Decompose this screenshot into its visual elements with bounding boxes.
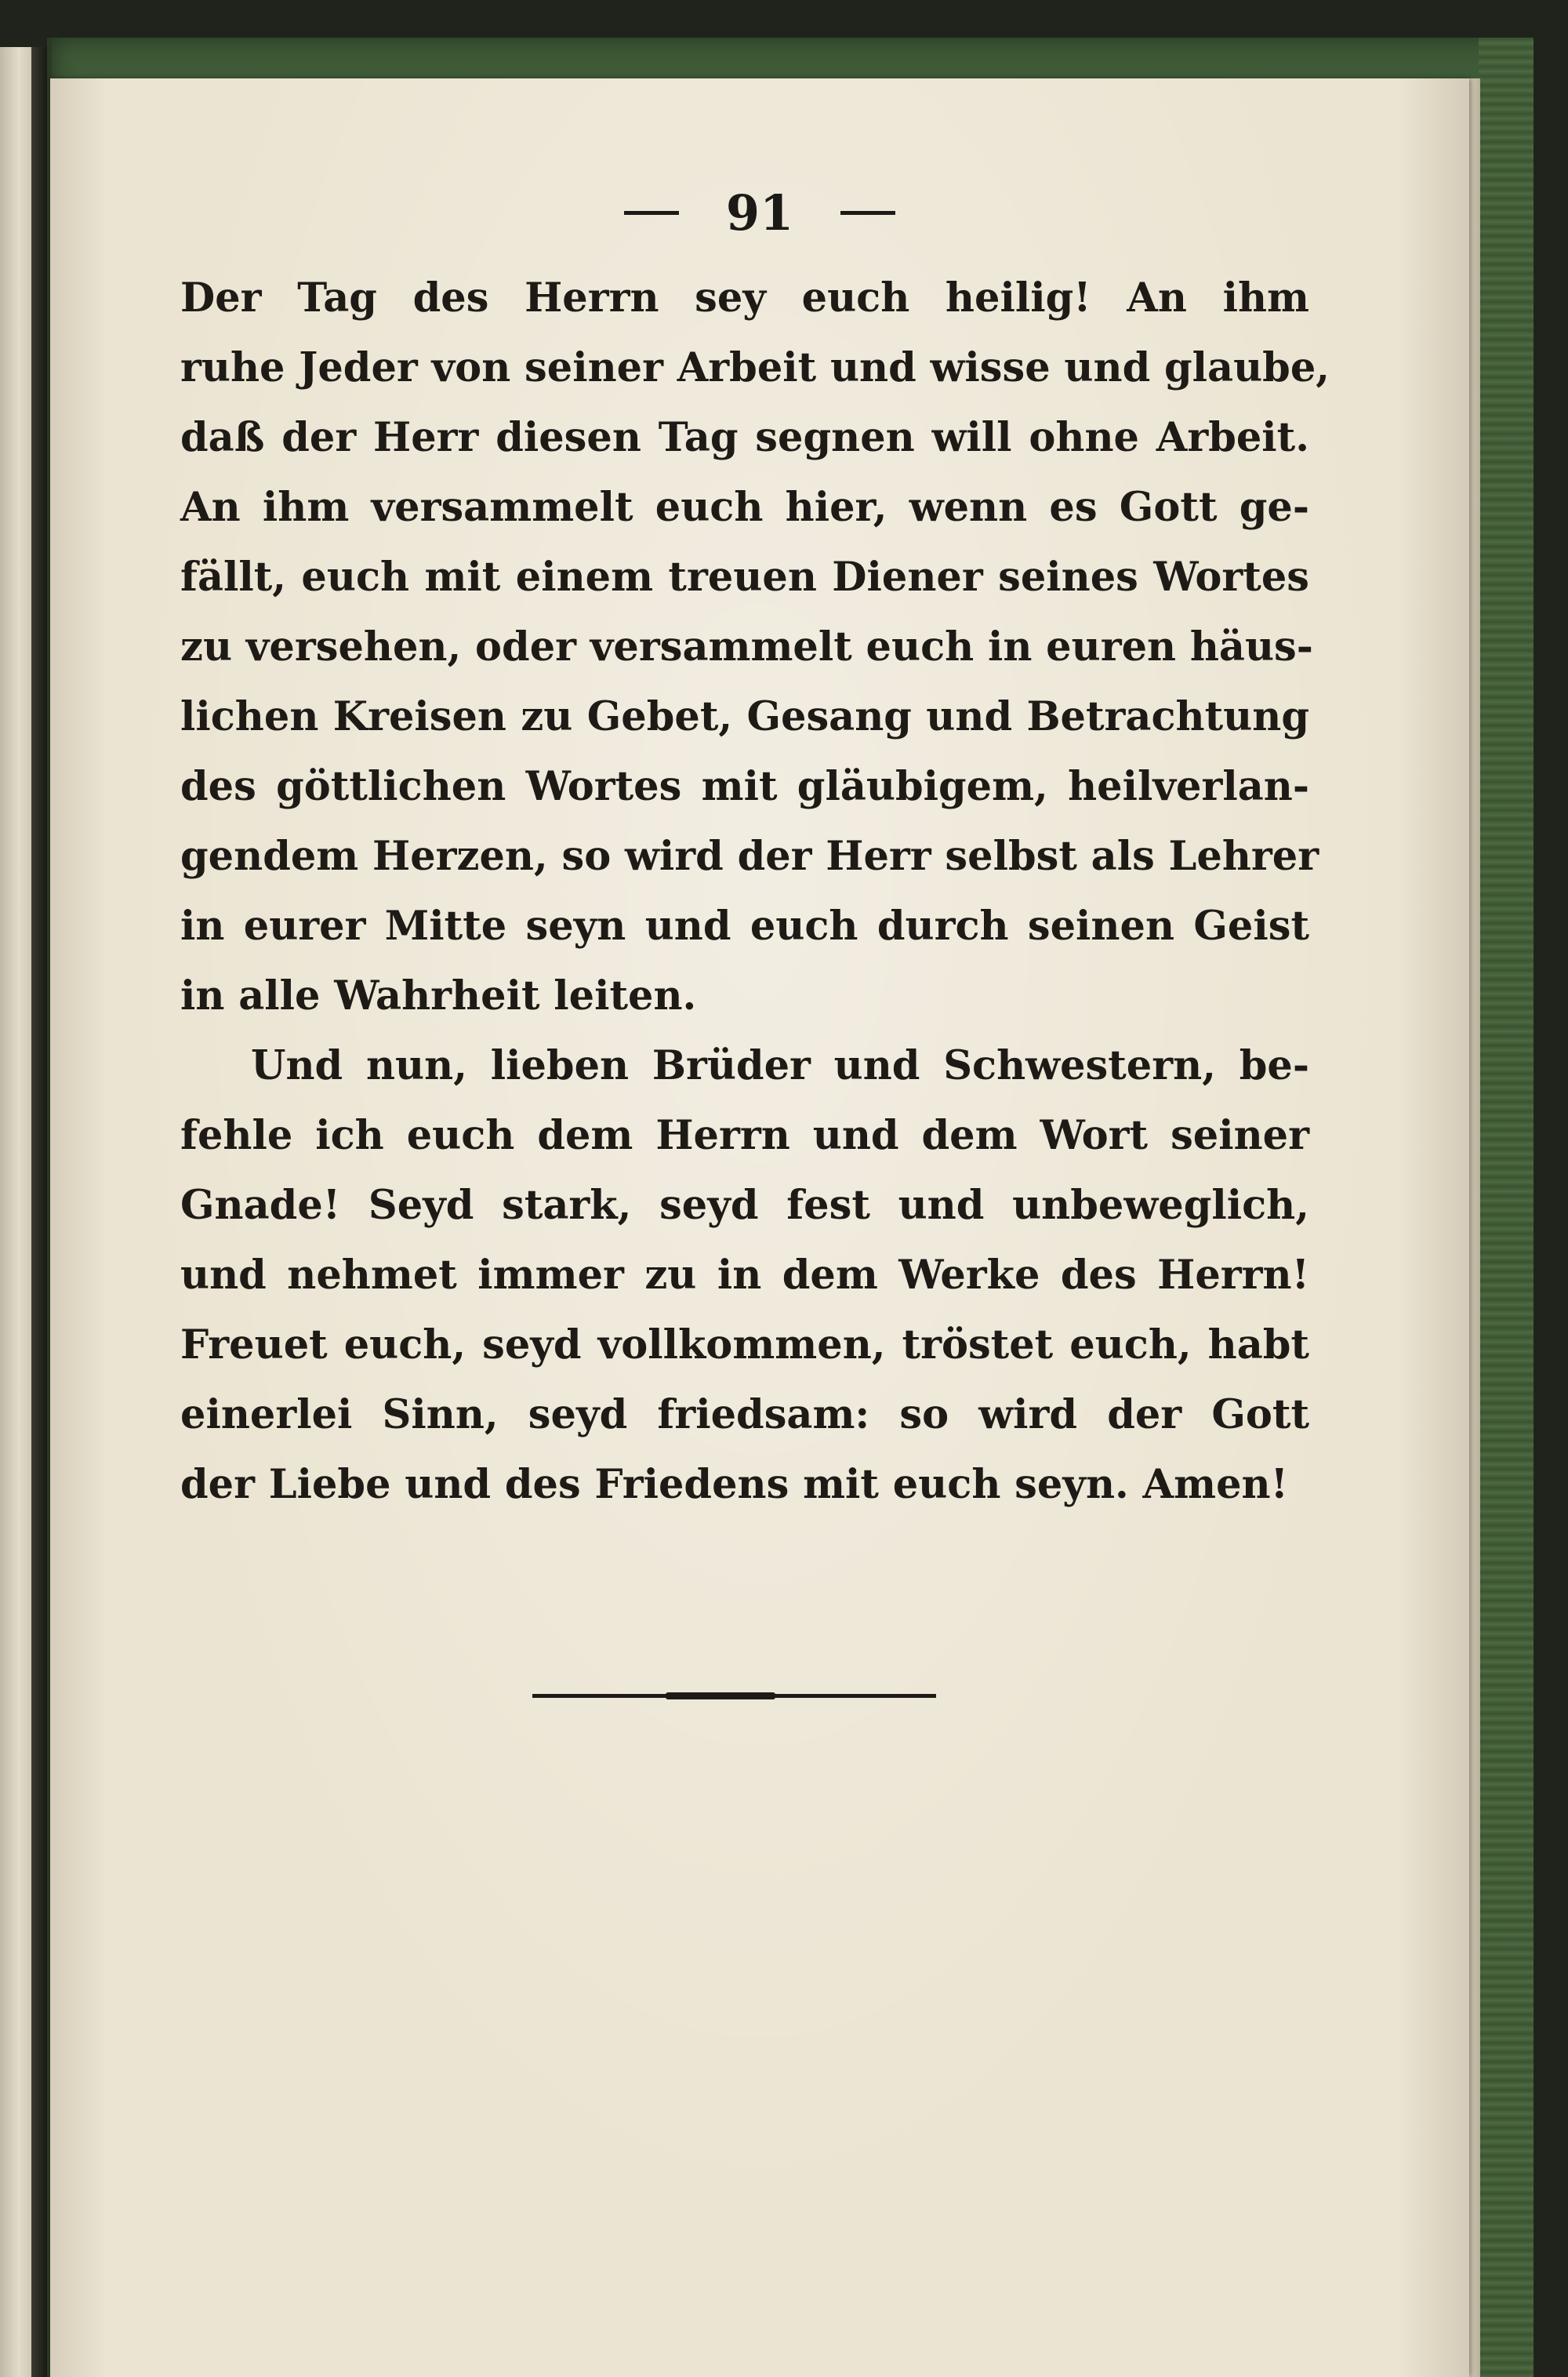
page-fore-edge [1469,78,1480,2377]
text-line: Freuet euch, seyd vollkommen, tröstet euch, habt [180,1321,1309,1368]
text-line: und nehmet immer zu in dem Werke des Herrn! [180,1252,1309,1299]
book-gutter [31,47,49,2377]
previous-page-edge [0,47,31,2377]
text-line: daß der Herr diesen Tag segnen will ohne Arbeit. [180,414,1309,461]
book-page [50,78,1469,2377]
text-line: zu versehen, oder versammelt euch in euren häus- [180,623,1313,671]
text-line: Der Tag des Herrn sey euch heilig! An ihm [180,274,1309,322]
text-line: lichen Kreisen zu Gebet, Gesang und Betrachtung [180,693,1309,740]
text-line: gendem Herzen, so wird der Herr selbst als Lehrer [180,833,1319,880]
text-line: Und nun, lieben Brüder und Schwestern, be- [251,1042,1309,1089]
text-line: fällt, euch mit einem treuen Diener seines Wortes [180,554,1309,601]
header-dash-left [624,211,679,215]
paragraph-2 [180,1031,1309,1520]
page-number: 91 [725,184,794,242]
text-line: in alle Wahrheit leiten. [180,972,697,1019]
header-dash-right [840,211,895,215]
text-line: ruhe Jeder von seiner Arbeit und wisse und glaube, [180,344,1330,391]
text-line: fehle ich euch dem Herrn und dem Wort seiner [180,1112,1309,1159]
text-line: des göttlichen Wortes mit gläubigem, heilverlan- [180,763,1309,810]
text-line: einerlei Sinn, seyd friedsam: so wird der Gott [180,1391,1309,1438]
text-line: An ihm versammelt euch hier, wenn es Gott ge- [180,484,1309,531]
text-line: Gnade! Seyd stark, seyd fest und unbeweglich, [180,1182,1309,1229]
text-line: in eurer Mitte seyn und euch durch seinen Geist [180,903,1309,950]
cover-binding-edge [1479,38,1534,2377]
page-header [50,180,1469,242]
paragraph-1 [180,264,1330,1031]
end-ornament-rule [532,1694,936,1698]
body-text [180,264,1330,1520]
text-line: der Liebe und des Friedens mit euch seyn. Amen! [180,1461,1288,1508]
